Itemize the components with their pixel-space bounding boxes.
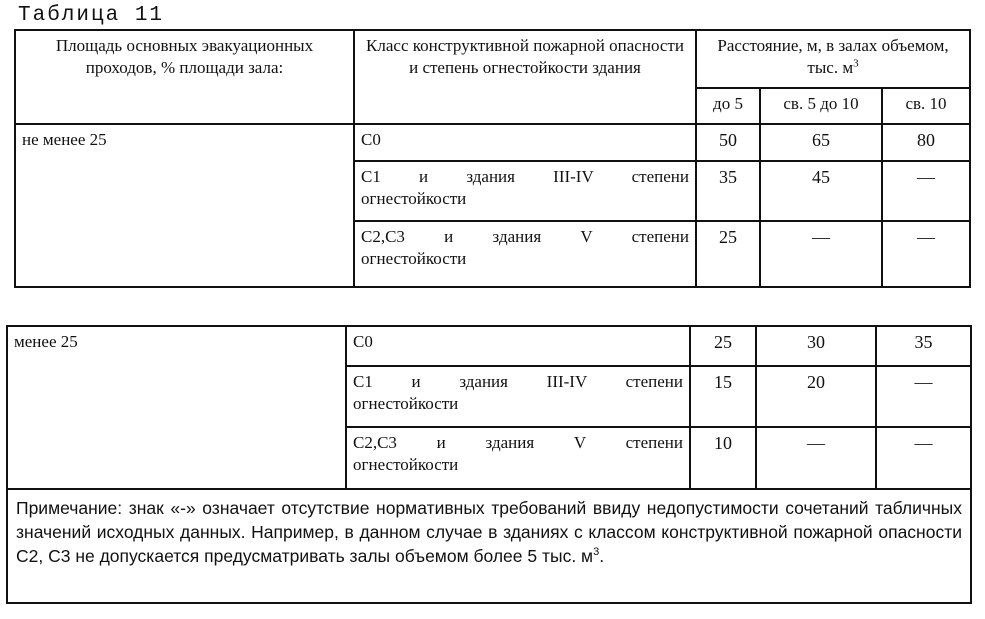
value-cell: —	[756, 427, 876, 489]
value-cell: 25	[690, 326, 756, 366]
value-cell: 10	[690, 427, 756, 489]
value-cell: —	[876, 427, 971, 489]
table-caption: Таблица 11	[18, 4, 165, 27]
value-cell: 35	[876, 326, 971, 366]
value-cell: —	[876, 366, 971, 427]
area-cell: менее 25	[7, 326, 346, 489]
fire-distance-table-part-1	[14, 29, 971, 288]
header-area: Площадь основных эвакуационных проходов, % площади зала:	[15, 30, 354, 124]
value-cell: 20	[756, 366, 876, 427]
header-distance: Расстояние, м, в залах объемом, тыс. $м^3$	[696, 30, 970, 88]
header-class: Класс конструктивной пожарной опасности и степень огнестойкости здания	[354, 30, 696, 124]
class-cell: С2,С3 и здания V степени огнестойкости	[346, 427, 690, 489]
value-cell: 15	[690, 366, 756, 427]
table-note: Примечание: знак «-» означает отсутствие нормативных требований ввиду недопустимости сочетаний табличных значений исходных данных. Например, в данном случае в зданиях с классом конструктивной пожарной опасности С2, С3 не допускается предусматривать залы объемом более 5 тыс. $м^3$.	[7, 489, 971, 603]
value-cell: 30	[756, 326, 876, 366]
header-sub-col-2: св. 5 до 10	[760, 88, 882, 124]
value-cell: 80	[882, 124, 970, 161]
fire-distance-table-part-2	[6, 325, 972, 604]
header-sub-col-1: до 5	[696, 88, 760, 124]
class-cell: С1 и здания III-IV степени огнестойкости	[354, 161, 696, 221]
class-cell: С1 и здания III-IV степени огнестойкости	[346, 366, 690, 427]
value-cell: 50	[696, 124, 760, 161]
class-cell: С2,С3 и здания V степени огнестойкости	[354, 221, 696, 287]
value-cell: 25	[696, 221, 760, 287]
class-cell: С0	[354, 124, 696, 161]
value-cell: 65	[760, 124, 882, 161]
class-cell: С0	[346, 326, 690, 366]
value-cell: —	[882, 221, 970, 287]
value-cell: 45	[760, 161, 882, 221]
value-cell: —	[760, 221, 882, 287]
value-cell: 35	[696, 161, 760, 221]
value-cell: —	[882, 161, 970, 221]
area-cell: не менее 25	[15, 124, 354, 287]
header-sub-col-3: св. 10	[882, 88, 970, 124]
